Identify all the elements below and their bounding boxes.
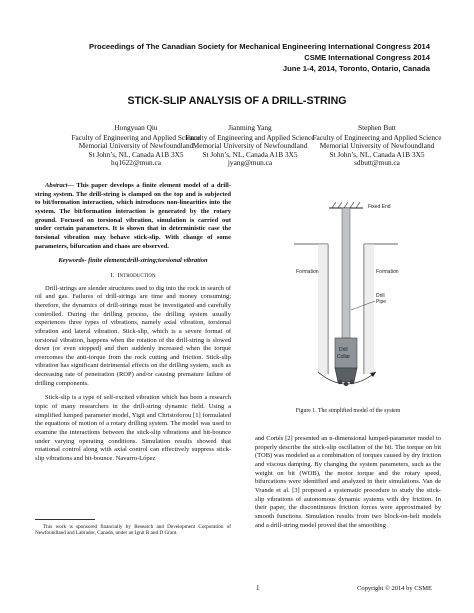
drill-collar — [335, 338, 357, 368]
left-column — [35, 182, 231, 464]
drill-string-figure — [288, 196, 408, 406]
author-block-3 — [302, 124, 452, 168]
author-univ: Memorial University of Newfoundland — [319, 141, 435, 151]
congress-line: CSME International Congress 2014 — [304, 53, 430, 62]
page-number: 1 — [256, 584, 260, 592]
author-name: Hongyuan Qiu — [114, 123, 158, 132]
author-dept: Faculty of Engineering and Applied Science — [312, 132, 442, 142]
author-email: sdbutt@mun.ca — [354, 158, 400, 168]
drill-bit — [335, 368, 357, 382]
author-dept: Faculty of Engineering and Applied Science — [71, 132, 201, 142]
right-column — [255, 435, 441, 530]
drill-collar-label-line2: Collar — [337, 354, 351, 360]
copyright-notice: Copyright © 2014 by CSME — [357, 585, 433, 592]
section-title: Introduction — [117, 271, 156, 279]
author-name: Stephen Butt — [358, 123, 396, 132]
drill-pipe — [342, 208, 350, 338]
author-addr: St John’s, NL, Canada A1B 3X5 — [329, 149, 425, 159]
right-paragraph: and Cortés [2] presented an n-dimensional lumped-parameter model to properly describe the stick-slip oscillation of the bit. The torque on bit (TOB) was modeled as a combination of torques caused by dry friction and viscous damping. By changing the system parameters, such as the weight on bit (WOB), the motor torque and the rotary speed, bifurcations were identified and analyzed in their simulations. Van de Vrande et al. [3] proposed a systematic procedure to study the stick-slip vibrations of autonomous dynamic systems with dry friction. In their paper, the discontinuous friction forces were approximated by smooth functions. Simulation results from two block-on-belt models and a drill-string model proved that the smoothing — [255, 435, 441, 529]
keywords: Keywords- finite element;drill-string;torsional vibration — [58, 257, 208, 265]
author-email: jyang@mun.ca — [227, 158, 273, 168]
drill-pipe-label-line2: Pipe — [376, 299, 387, 305]
author-name: Jianming Yang — [228, 123, 272, 132]
dates-line: June 1-4, 2014, Toronto, Ontario, Canada — [282, 64, 430, 73]
abstract-text: This paper develops a finite element model of a drill-string system. The drill-string is clamped on the top and is subjected to bit/formation interaction, which introduces non-linearities into the system. The bit/formation interaction is generated by the rotary ground. Focused on torsional vibration, simulation is carried out under certain parameters. It is shown that in deterministic case the torsional vibration may behave stick-slip. With change of some parameters, bifurcation and chaos are observed. — [35, 182, 231, 250]
footnote-text: This work is sponsored financially by Research and Development Corporation of Newfoundland and Labrador, Canada, under an Ignit R and D Grant. — [35, 524, 231, 537]
author-email: hq1622@mun.ca — [111, 158, 161, 168]
author-dept: Faculty of Engineering and Applied Science — [185, 132, 315, 142]
paper-title: STICK-SLIP ANALYSIS OF A DRILL-STRING — [127, 95, 347, 107]
intro-paragraph-2: Stick-slip is a type of self-excited vibration which has been a research topic of many researchers in the drill-string dynamic field. Using a simplified lumped parameter model, Yigit and Christoforou [1] formulated the equations of motion of a rotary drilling system. The model was used to examine the interactions between the stick-slip vibrations and bit-bounce under varying operating conditions. Simulation results showed that rotational control along with axial control can effectively suppress stick-slip vibrations and bit-bounce. Navarro-López — [35, 394, 231, 463]
formation-left-label: Formation — [296, 269, 319, 275]
drill-pipe-label-line1: Drill — [376, 293, 385, 299]
fixed-end-label: Fixed End — [368, 204, 391, 210]
footnote-rule — [35, 519, 95, 520]
author-univ: Memorial University of Newfoundland — [78, 141, 194, 151]
author-univ: Memorial University of Newfoundland — [192, 141, 308, 151]
fixed-end-support — [329, 202, 363, 208]
figure-caption: Figure 1. The simplified model of the system — [295, 408, 401, 414]
abstract-label: Abstract— — [45, 182, 74, 189]
formation-right-label: Formation — [376, 269, 399, 275]
drill-collar-label-line1: Drill — [339, 347, 348, 353]
author-addr: St John’s, NL, Canada A1B 3X5 — [88, 149, 184, 159]
section-numeral: I. — [110, 271, 115, 279]
author-addr: St John’s, NL, Canada A1B 3X5 — [202, 149, 298, 159]
abstract — [35, 182, 231, 251]
footnote — [35, 524, 231, 537]
proceedings-line: Proceedings of The Canadian Society for Mechanical Engineering International Congress 2014 — [89, 42, 430, 51]
intro-paragraph-1: Drill-strings are slender structures used to dig into the rock in search of oil and gas. Failures of drill-strings are time and money consuming; therefore, the dynamics of drill-strings must be investigated and carefully controlled. During the drilling process, the drilling system usually experiences three types of vibrations, namely axial vibration, torsional vibration and lateral vibration. Stick-slip, which is a severe format of torsional vibration, happens when the rotation of the drill-string is slowed down (or even stopped) and then suddenly increased when the torque overcomes the anti-torque from the rock cutting and friction. Stick-slip vibration has significant detrimental effects on the drilling system, such as decreasing rate of penetration (ROP) and/or causing premature failure of drilling components. — [35, 284, 231, 387]
section-heading-introduction — [35, 272, 231, 281]
